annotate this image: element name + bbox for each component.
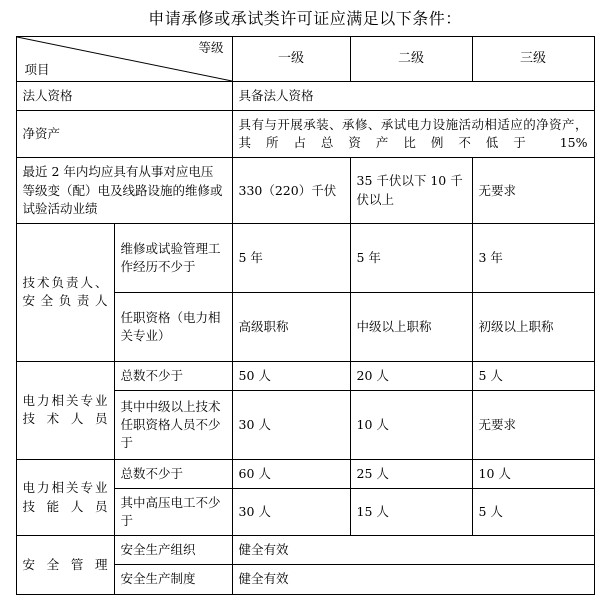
requirements-table — [16, 36, 595, 595]
header-level-label: 等级 — [198, 40, 224, 55]
row-item-safety-management: 安全管理 — [16, 536, 114, 594]
table-row — [16, 158, 594, 223]
row-item-skilled-personnel: 电力相关专业技能人员 — [16, 459, 114, 535]
row-sub-skilled-high-voltage: 其中高压电工不少于 — [114, 489, 232, 536]
row-item-recent-performance: 最近 2 年内均应具有从事对应电压等级变（配）电及线路设施的维修或试验活动业绩 — [16, 158, 232, 223]
diagonal-header-cell — [16, 37, 232, 82]
row-value-qualification-3: 初级以上职称 — [472, 292, 594, 361]
page-title: 申请承修或承试类许可证应满足以下条件： — [148, 9, 462, 28]
row-value-technical-total-3: 5 人 — [472, 361, 594, 390]
row-value-safety-organization: 健全有效 — [232, 536, 594, 565]
row-value-recent-performance-3: 无要求 — [472, 158, 594, 223]
row-item-net-assets: 净资产 — [16, 111, 232, 158]
row-value-skilled-high-voltage-3: 5 人 — [472, 489, 594, 536]
row-sub-qualification: 任职资格（电力相关专业） — [114, 292, 232, 361]
row-value-skilled-high-voltage-2: 15 人 — [350, 489, 472, 536]
header-level-2: 二级 — [350, 37, 472, 82]
row-sub-maintenance-experience: 维修或试验管理工作经历不少于 — [114, 223, 232, 292]
row-item-technical-safety-leader: 技术负责人、安全负责人 — [16, 223, 114, 361]
table-row — [16, 459, 594, 488]
table-row — [16, 361, 594, 390]
row-value-technical-total-2: 20 人 — [350, 361, 472, 390]
table-row — [16, 82, 594, 111]
row-value-maintenance-experience-2: 5 年 — [350, 223, 472, 292]
row-sub-skilled-total: 总数不少于 — [114, 459, 232, 488]
row-value-skilled-total-3: 10 人 — [472, 459, 594, 488]
table-row — [16, 536, 594, 565]
row-value-qualification-2: 中级以上职称 — [350, 292, 472, 361]
row-value-maintenance-experience-3: 3 年 — [472, 223, 594, 292]
table-header-row — [16, 37, 594, 82]
row-value-recent-performance-2: 35 千伏以下 10 千伏以上 — [350, 158, 472, 223]
row-value-technical-mid-level-1: 30 人 — [232, 390, 350, 459]
row-value-technical-mid-level-3: 无要求 — [472, 390, 594, 459]
row-item-technical-personnel: 电力相关专业技术人员 — [16, 361, 114, 459]
row-sub-safety-organization: 安全生产组织 — [114, 536, 232, 565]
row-value-net-assets: 具有与开展承装、承修、承试电力设施活动相适应的净资产，其所占总资产比例不低于 15% — [232, 111, 594, 158]
row-value-qualification-1: 高级职称 — [232, 292, 350, 361]
table-row — [16, 223, 594, 292]
row-value-skilled-high-voltage-1: 30 人 — [232, 489, 350, 536]
row-value-maintenance-experience-1: 5 年 — [232, 223, 350, 292]
table-row — [16, 111, 594, 158]
row-item-legal-person: 法人资格 — [16, 82, 232, 111]
row-value-skilled-total-1: 60 人 — [232, 459, 350, 488]
row-value-recent-performance-1: 330（220）千伏 — [232, 158, 350, 223]
row-value-legal-person: 具备法人资格 — [232, 82, 594, 111]
row-value-technical-mid-level-2: 10 人 — [350, 390, 472, 459]
row-sub-technical-mid-level: 其中中级以上技术任职资格人员不少于 — [114, 390, 232, 459]
row-value-safety-system: 健全有效 — [232, 565, 594, 594]
header-item-label: 项目 — [24, 61, 50, 77]
row-value-skilled-total-2: 25 人 — [350, 459, 472, 488]
row-sub-technical-total: 总数不少于 — [114, 361, 232, 390]
header-level-1: 一级 — [232, 37, 350, 82]
row-sub-safety-system: 安全生产制度 — [114, 565, 232, 594]
row-value-technical-total-1: 50 人 — [232, 361, 350, 390]
header-level-3: 三级 — [472, 37, 594, 82]
